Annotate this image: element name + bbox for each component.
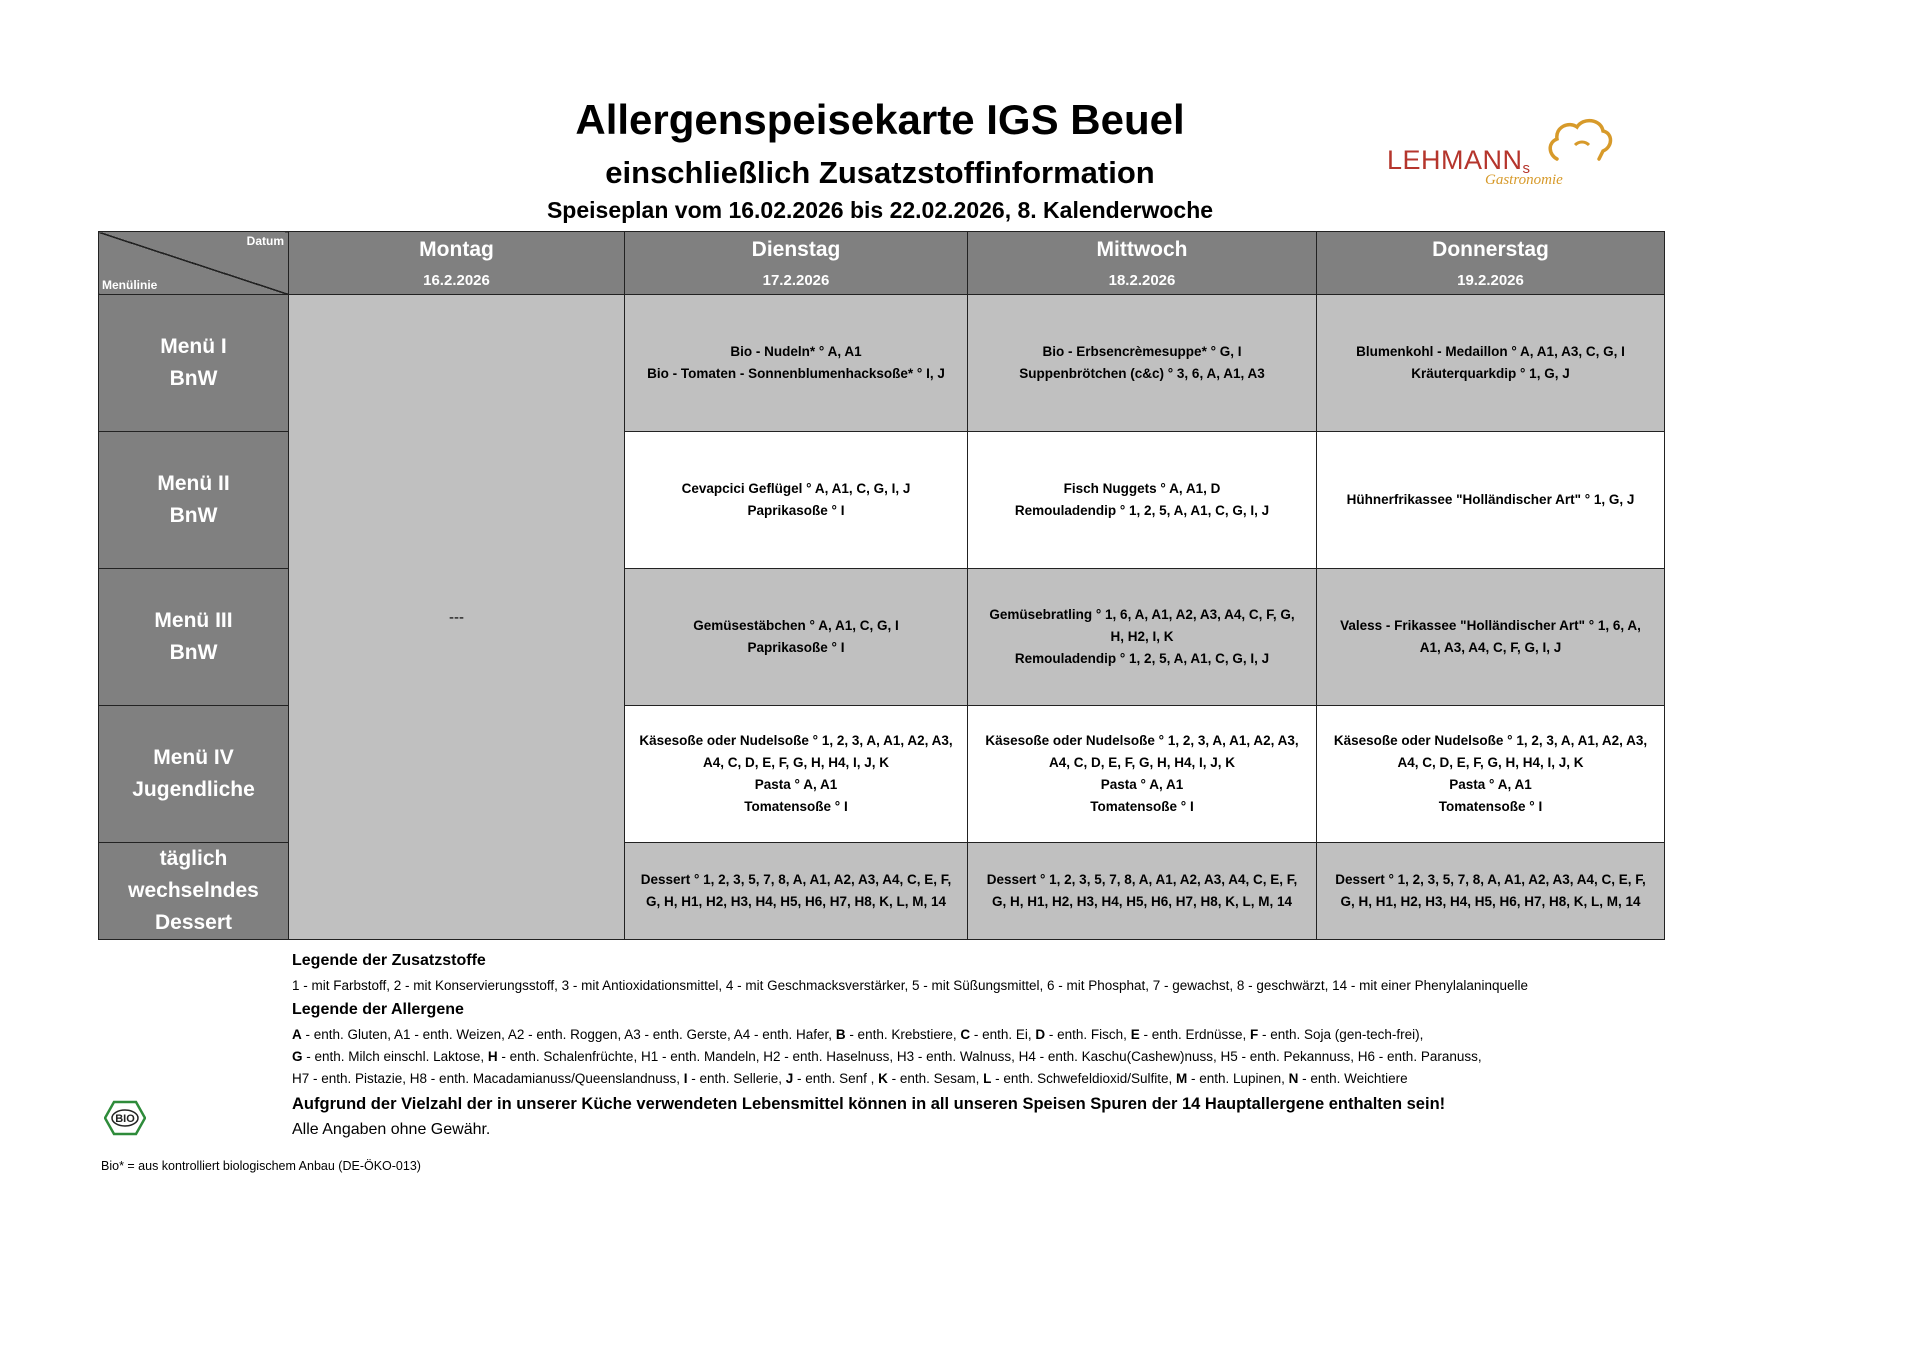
allergens-legend-line: [292, 1025, 1423, 1045]
allergen-code: A: [292, 1027, 302, 1042]
menu-line-label-text: BnW: [169, 367, 218, 390]
allergen-description: - enth. Milch einschl. Laktose,: [302, 1049, 488, 1064]
menu-cell-line: A1, A3, A4, C, F, G, I, J: [1419, 640, 1562, 655]
corner-menu-label: Menülinie: [102, 278, 158, 292]
allergen-code: F: [1250, 1027, 1259, 1042]
menu-cell-line: G, H, H1, H2, H3, H4, H5, H6, H7, H8, K, L, M, 14: [1340, 894, 1641, 909]
menu-line-label-text: wechselndes: [128, 879, 259, 902]
bio-seal-icon: [104, 1100, 146, 1136]
allergen-description: - enth. Ei,: [970, 1027, 1036, 1042]
menu-cell: [625, 569, 968, 706]
allergen-code: C: [960, 1027, 971, 1042]
menu-cell: [968, 432, 1317, 569]
menu-table: [98, 231, 1665, 940]
day-header-tuesday: Dienstag 17.2.2026: [625, 232, 968, 295]
menu-cell: [1317, 432, 1665, 569]
menu-line-label: [99, 295, 289, 432]
menu-cell-line: Kräuterquarkdip ° 1, G, J: [1411, 366, 1570, 381]
allergen-code: L: [983, 1071, 992, 1086]
lehmanns-logo: [1385, 115, 1605, 195]
allergen-description: H7 - enth. Pistazie, H8 - enth. Macadamianuss/Queenslandnuss,: [292, 1071, 684, 1086]
logo-suffix: s: [1522, 160, 1531, 177]
menu-cell-line: Valess - Frikassee "Holländischer Art" ° 1, 6, A,: [1340, 618, 1641, 633]
disclaimer: Alle Angaben ohne Gewähr.: [292, 1121, 491, 1138]
allergen-description: - enth. Erdnüsse,: [1139, 1027, 1251, 1042]
menu-cell-line: Tomatensoße ° I: [1438, 799, 1543, 814]
allergen-description: - enth. Sesam,: [887, 1071, 984, 1086]
menu-line-label-text: Jugendliche: [132, 778, 255, 801]
menu-cell-line: Käsesoße oder Nudelsoße ° 1, 2, 3, A, A1, A2, A3,: [639, 733, 953, 748]
page-subtitle: einschließlich Zusatzstoffinformation: [605, 155, 1155, 190]
menu-cell: [1317, 569, 1665, 706]
allergen-code: M: [1176, 1071, 1188, 1086]
menu-cell-line: Pasta ° A, A1: [754, 777, 838, 792]
allergen-code: D: [1035, 1027, 1046, 1042]
menu-cell: [625, 295, 968, 432]
menu-line-label-text: BnW: [169, 504, 218, 527]
menu-cell: [625, 432, 968, 569]
menu-cell-line: Bio - Nudeln* ° A, A1: [730, 344, 862, 359]
menu-line-label: [99, 432, 289, 569]
allergen-description: - enth. Senf ,: [793, 1071, 879, 1086]
menu-body: [99, 295, 1665, 940]
menu-cell-line: Dessert ° 1, 2, 3, 5, 7, 8, A, A1, A2, A3, A4, C, E, F,: [640, 872, 952, 887]
allergen-code: I: [683, 1071, 688, 1086]
additives-legend-title: Legende der Zusatzstoffe: [292, 952, 486, 969]
bio-seal-text: BIO: [115, 1113, 135, 1125]
menu-cell-line: Pasta ° A, A1: [1449, 777, 1532, 792]
menu-cell-line: Paprikasoße ° I: [747, 640, 845, 655]
allergen-description: - enth. Krebstiere,: [845, 1027, 961, 1042]
menu-cell-line: Pasta ° A, A1: [1100, 777, 1184, 792]
menu-cell: [1317, 295, 1665, 432]
menu-cell-line: Remouladendip ° 1, 2, 5, A, A1, C, G, I, J: [1014, 651, 1270, 666]
menu-cell: [968, 295, 1317, 432]
allergen-description: - enth. Lupinen,: [1187, 1071, 1289, 1086]
menu-period: Speiseplan vom 16.02.2026 bis 22.02.2026, 8. Kalenderwoche: [546, 197, 1214, 223]
menu-line-label-text: täglich: [159, 847, 228, 870]
day-header-wednesday: Mittwoch 18.2.2026: [968, 232, 1317, 295]
menu-cell-line: Dessert ° 1, 2, 3, 5, 7, 8, A, A1, A2, A3, A4, C, E, F,: [986, 872, 1298, 887]
menu-cell-line: Blumenkohl - Medaillon ° A, A1, A3, C, G, I: [1356, 344, 1625, 359]
menu-cell: [968, 569, 1317, 706]
menu-line-label: [99, 843, 289, 940]
menu-cell-line: Bio - Tomaten - Sonnenblumenhacksoße* ° I, J: [647, 366, 945, 381]
menu-cell-line: Suppenbrötchen (c&c) ° 3, 6, A, A1, A3: [1019, 366, 1265, 381]
menu-cell-line: Käsesoße oder Nudelsoße ° 1, 2, 3, A, A1, A2, A3,: [985, 733, 1299, 748]
menu-cell-line: A4, C, D, E, F, G, H, H4, I, J, K: [1048, 755, 1236, 770]
allergen-description: - enth. Weichtiere: [1298, 1071, 1408, 1086]
day-header-monday: Montag 16.2.2026: [289, 232, 625, 295]
bio-note: Bio* = aus kontrolliert biologischem Anbau (DE-ÖKO-013): [101, 1159, 421, 1173]
menu-line-label-text: Menü IV: [153, 746, 234, 769]
logo-text: LEHMANN: [1387, 145, 1523, 175]
menu-cell-line: Bio - Erbsencrèmesuppe* ° G, I: [1042, 344, 1242, 359]
table-header-row: [99, 232, 1665, 295]
menu-cell-line: A4, C, D, E, F, G, H, H4, I, J, K: [1397, 755, 1584, 770]
menu-cell: [1317, 843, 1665, 940]
menu-cell: [625, 843, 968, 940]
menu-cell-line: Dessert ° 1, 2, 3, 5, 7, 8, A, A1, A2, A3, A4, C, E, F,: [1335, 872, 1646, 887]
menu-cell-line: Tomatensoße ° I: [1090, 799, 1194, 814]
allergen-description: - enth. Sellerie,: [687, 1071, 786, 1086]
menu-line-label-text: Menü I: [160, 335, 227, 358]
menu-cell-line: Tomatensoße ° I: [744, 799, 848, 814]
menu-cell-line: Gemüsestäbchen ° A, A1, C, G, I: [693, 618, 899, 633]
allergens-legend-line: [292, 1069, 1408, 1089]
menu-cell-line: Gemüsebratling ° 1, 6, A, A1, A2, A3, A4, C, F, G,: [989, 607, 1295, 622]
chef-hat-icon: [1545, 115, 1615, 163]
menu-line-label-text: BnW: [169, 641, 218, 664]
menu-line-label: [99, 706, 289, 843]
additives-legend-text: 1 - mit Farbstoff, 2 - mit Konservierungsstoff, 3 - mit Antioxidationsmittel, 4 - mit Geschmacksverstärker, 5 - mit Süßungsmittel, 6 - mit Phosphat, 7 - gewachst, 8 - geschwärzt, 14 - mit einer Phenylalaninquelle: [292, 978, 1528, 993]
table-corner: [99, 232, 289, 295]
menu-cell-line: Paprikasoße ° I: [747, 503, 845, 518]
corner-date-label: Datum: [246, 234, 284, 248]
menu-cell: [625, 706, 968, 843]
allergen-description: - enth. Gluten, A1 - enth. Weizen, A2 - enth. Roggen, A3 - enth. Gerste, A4 - enth. Hafer,: [301, 1027, 836, 1042]
allergens-legend-line: [292, 1047, 1482, 1067]
page-title: Allergenspeisekarte IGS Beuel: [575, 96, 1185, 143]
menu-line-label-text: Menü III: [154, 609, 233, 632]
allergen-code: J: [785, 1071, 794, 1086]
menu-cell: [968, 706, 1317, 843]
allergen-code: B: [835, 1027, 846, 1042]
allergen-warning: Aufgrund der Vielzahl der in unserer Küche verwendeten Lebensmittel können in all unseren Speisen Spuren der 14 Hauptallergene enthalten sein!: [292, 1095, 1446, 1113]
allergen-code: H: [487, 1049, 498, 1064]
menu-cell: [1317, 706, 1665, 843]
logo-subtitle: Gastronomie: [1485, 172, 1563, 188]
day-header-thursday: Donnerstag 19.2.2026: [1317, 232, 1665, 295]
menu-line-label-text: Dessert: [154, 911, 233, 934]
menu-cell-line: G, H, H1, H2, H3, H4, H5, H6, H7, H8, K, L, M, 14: [645, 894, 947, 909]
allergen-code: G: [292, 1049, 303, 1064]
menu-row: [99, 295, 1665, 432]
menu-cell-line: Käsesoße oder Nudelsoße ° 1, 2, 3, A, A1, A2, A3,: [1333, 733, 1648, 748]
monday-cell: ---: [289, 295, 625, 940]
allergen-description: - enth. Schalenfrüchte, H1 - enth. Mandeln, H2 - enth. Haselnuss, H3 - enth. Walnuss, H4 - enth. Kaschu(Cashew)nuss, H5 - enth. Pekannuss, H6 - enth. Paranuss,: [497, 1049, 1482, 1064]
allergen-code: E: [1130, 1027, 1140, 1042]
menu-cell-line: G, H, H1, H2, H3, H4, H5, H6, H7, H8, K, L, M, 14: [991, 894, 1293, 909]
menu-cell-line: Hühnerfrikassee "Holländischer Art" ° 1, G, J: [1346, 492, 1635, 507]
menu-cell-line: Remouladendip ° 1, 2, 5, A, A1, C, G, I, J: [1014, 503, 1270, 518]
allergens-legend-title: Legende der Allergene: [292, 1001, 464, 1018]
menu-cell: [968, 843, 1317, 940]
allergen-description: - enth. Soja (gen-tech-frei),: [1258, 1027, 1424, 1042]
menu-cell-line: Fisch Nuggets ° A, A1, D: [1063, 481, 1221, 496]
allergen-code: N: [1288, 1071, 1299, 1086]
menu-line-label: [99, 569, 289, 706]
allergen-code: K: [878, 1071, 888, 1086]
menu-cell-line: H, H2, I, K: [1110, 629, 1174, 644]
menu-line-label-text: Menü II: [157, 472, 230, 495]
menu-cell-line: Cevapcici Geflügel ° A, A1, C, G, I, J: [681, 481, 911, 496]
allergen-description: - enth. Schwefeldioxid/Sulfite,: [991, 1071, 1176, 1086]
menu-cell-line: A4, C, D, E, F, G, H, H4, I, J, K: [702, 755, 890, 770]
allergen-description: - enth. Fisch,: [1045, 1027, 1131, 1042]
